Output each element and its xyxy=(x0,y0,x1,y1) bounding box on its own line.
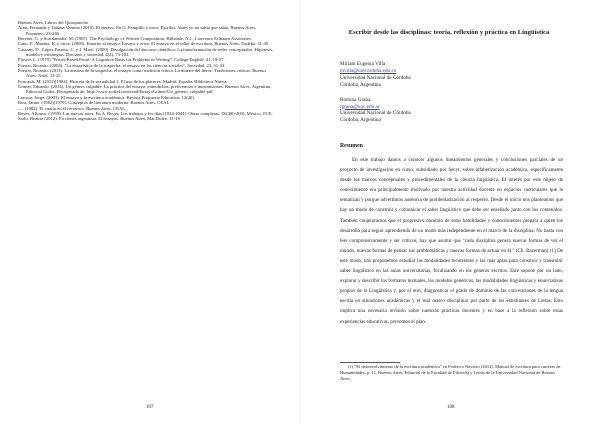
reference-entry: Forster, Ricardo. (2004). "La ensayística de la sospecha: el ensayo en las ciencias sociales". Sociedad, 23, 31-43. xyxy=(18,62,226,68)
reference-entry: Flower, L. (1979) "Writer-Based Prose: A Cognitive Basis for Problems in Writing". College English, 41, 19-37. xyxy=(18,57,225,63)
footnote-divider xyxy=(340,362,400,363)
footnote: (1) "El desenvolvimiento de la escritura académica" en Federico Navarro (2014). Manual de escritura para carreras de Humanidades, p. 11. Buenos Aires, Editorial de la Facultad de Filosofía y Letras de la Universidad Nacional de Buenos Aires. xyxy=(340,364,561,382)
reference-entry: Buenos Aires, Libros del Quirquincho. xyxy=(18,20,90,25)
right-page xyxy=(300,0,600,424)
reference-entry: Bereiter, C. y Scardamalia, M. (1987). The Psychology of Written Composition, Hillsdale, N.J., Lawrence Erlbaum Associates. xyxy=(18,36,252,42)
left-page xyxy=(0,0,299,424)
page-number: 107 xyxy=(146,405,154,410)
reference-entry: Grüner, Eduardo. (2014). Un género culpable. La práctica del ensayo: entredichos, preferencias e intromisiones. Buenos Aires, Argentina, Editorial Godot. Recuperado de: http://www.scribd.com/read/EnsayoGrüner/Un_género_culpable.pdf xyxy=(18,84,272,95)
author-location: Córdoba, Argentina xyxy=(340,81,381,88)
reference-entry: Reyes, Alfonso. (1959). Las nuevas artes. En A. Reyes, Los trabajos y los días [1934-1944]. Obras completas, IX(400-403), México, FCE. xyxy=(18,110,273,116)
abstract-heading: Resumen xyxy=(340,143,363,149)
article-title: Escribir desde las disciplinas: teoría, reflexión y práctica en Lingüística xyxy=(348,29,550,36)
reference-entry: —. (1982). El cuarto en el recoveco. Buenos Aires, CEAL. xyxy=(18,105,127,111)
reference-entry: Larrosa, Jorge. (2003). El ensayo y la escritura académica. Revista Propuesta Educativa, 12(26). xyxy=(18,94,195,100)
author-block xyxy=(340,61,560,124)
reference-entry: Cassany, D., López Ferrero, C. y J. Martí. (2000). Divulgación del discurso científico: La transformación de redes conceptuales. Hipótesis, modelo y estrategias. Discurso y sociedad, 2(2), 73-103. xyxy=(18,46,274,58)
author-affiliation: Universidad Nacional de Córdoba xyxy=(340,74,411,81)
reference-entry: Foucault, M. (2012)[1984]. Historia de la sexualidad 2. El uso de los placeres. Madrid, España, Biblioteca Nueva. xyxy=(18,78,228,84)
author-affiliation: Universidad Nacional de Córdoba xyxy=(340,110,411,117)
reference-entry: Rest, Jaime. (1982)[1979]. Conceptos de literatura moderna. Buenos Aires, CEAL. xyxy=(18,100,171,106)
author-name: Miriam Eugenia Villa xyxy=(340,61,386,67)
reference-entry: Aren, Fernanda y Tatiana Varnino (2010). El ensayo. En G. Pampillo y otros, Escribir. Antes yo no sabía que sabía, Buenos Aires, Prometeo. 23-246. xyxy=(18,25,257,36)
author-location: Córdoba, Argentina xyxy=(340,117,381,124)
references-list xyxy=(18,20,276,122)
abstract-text: En este trabajo damos a conocer algunos lineamientos generales y conclusiones parciales de un proyecto de investigación en curso, subsidiado por Secyt, sobre alfabetización académica, específicamente desde los marcos conceptuales y procedimentales de la ciencia lingüística. El interés por este objeto de conocimiento era principalmente motivado por nuestra actividad docente en espacios curriculares que le tematizan y porque advertimos ausencia de problematización al respecto. Desde el inicio nos planteamos que hay un modo de construir y comunicar el saber lingüístico que debe ser enseñado junto con los contenidos. También conjeturamos que el progresivo dominio de estas habilidades y conocimientos prepara a quien los desarrolla para seguir aprendiendo de un modo más independiente en el marco de la disciplina. No basta con leer comprensivamente y ser críticos, hay que asumir que "cada disciplina genera nuevas formas de ver el mundo, nuevas formas de pensar sus problemáticas y nuevas formas de actuar en él." (Ch. Bazerman) (1) De este modo, nos proponemos estudiar las modalidades recurrentes y las más aptas para construir y transmitir saber lingüístico en las aulas universitarias, focalizando en los géneros escritos. Este supone por un lado, explorar y describir los formatos textuales, los modelos genéricos, las modalidades lingüísticas y enunciativas propios de la Lingüística y, por el otro, diagnosticar el grado de dominio de las convenciones de la lengua escrita en situaciones académicas y el real marco disciplinar por parte de los estudiantes de Letras. Esto implica una necesaria revisión sobre nuestras prácticas docentes y en base a la reflexión sobre estas experiencias educativas, prevemos el plan- xyxy=(340,157,563,325)
reference-entry: Cano, F., Mazina, B. y otros. (2008). Entorno al ensayo. Ensayo y error. El ensayo en el taller de escritura. Buenos Aires, Eudeba. 31-49. xyxy=(18,41,270,47)
reference-entry: Forster, Ricardo. (2011). La ansiosa de la sospecha; el ensayo como tradición crítica. La muerte del héroe. Tradiciones críticas. Buenos Aires: Ariel. 13-25. xyxy=(18,68,267,79)
author-email-link[interactable]: mvilla@unicordoba.edu.co xyxy=(340,67,397,74)
author-name: Romina Grana xyxy=(340,96,371,103)
page-number: 108 xyxy=(447,405,455,410)
author-email-link[interactable]: rgrana@unc.edu.ar xyxy=(340,103,380,110)
reference-entry: Sarlo, Beatriz (2012). Ficciones argentinas 33 ensayos. Buenos Aires, Mar Dulce. 11-18 xyxy=(18,116,180,122)
